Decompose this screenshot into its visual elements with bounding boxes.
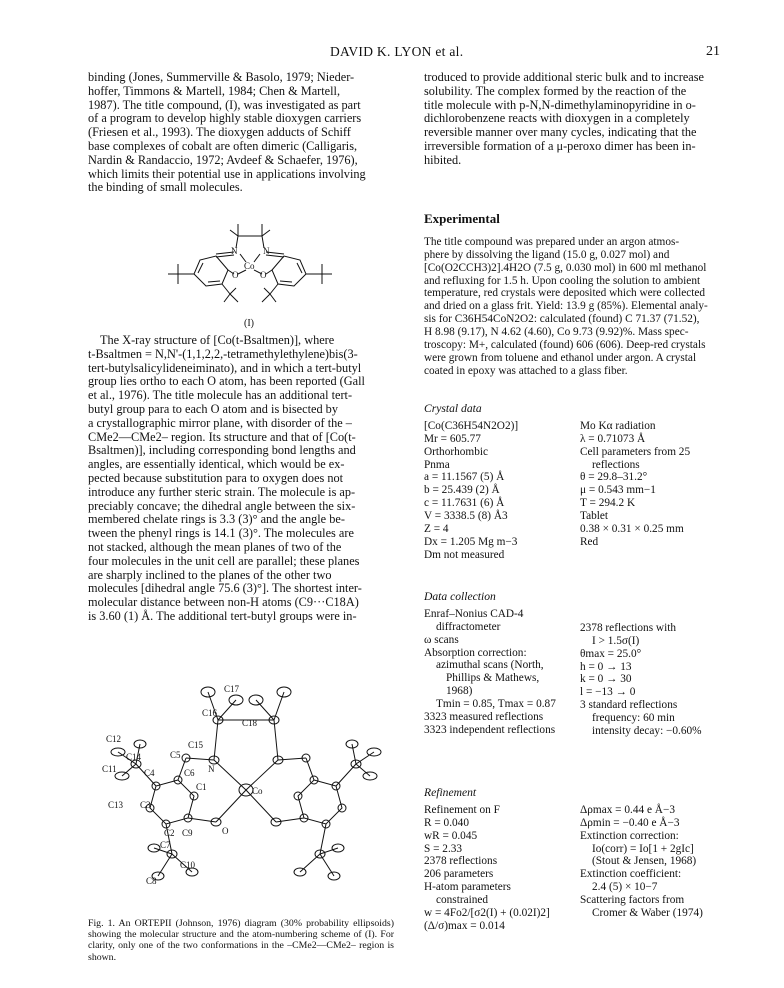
text-line: t-Bsaltmen = N,N'-(1,1,2,2,-tetramethylethylene)bis(3- (88, 346, 358, 361)
chemical-scheme (150, 218, 350, 330)
text-line: 3323 measured reflections (424, 711, 544, 724)
right-intro-paragraph (424, 71, 720, 168)
text-line: θ = 29.8–31.2° (580, 471, 648, 484)
text-line: Cell parameters from 25 (580, 445, 691, 458)
atom-label: Co (244, 261, 255, 271)
text-line: frequency: 60 min (592, 712, 675, 725)
text-line: b = 25.439 (2) Å (424, 484, 500, 497)
atom-label: C6 (184, 768, 195, 778)
text-line: tert-butylsalicylideneiminato), and in which a tert-butyl (88, 360, 362, 375)
text-line: Orthorhombic (424, 445, 489, 458)
text-line: and dried on a glass frit. Yield: 13.9 g (85%). Elemental analy- (424, 300, 708, 313)
atom-label: C17 (224, 684, 240, 694)
scheme-label: (I) (244, 318, 254, 329)
text-line: introduce any further steric strain. The molecule is ap- (88, 484, 356, 499)
text-line: butyl group para to each O atom and is bisected by (88, 401, 338, 416)
text-line: Phillips & Mathews, (446, 672, 540, 685)
atom-label: C8 (146, 876, 157, 886)
atom-label: C3 (140, 800, 151, 810)
atom-label: N (208, 764, 215, 774)
text-line: not stacked, although the mean planes of two of the (88, 539, 342, 554)
text-line: c = 11.7631 (6) Å (424, 497, 505, 510)
text-line: ω scans (424, 633, 459, 646)
text-line: μ = 0.543 mm−1 (580, 484, 656, 497)
text-line: Nardin & Randaccio, 1972; Avdeef & Schaefer, 1976), (88, 152, 358, 167)
text-line: 3323 independent reflections (424, 723, 556, 736)
text-line: T = 294.2 K (580, 497, 636, 510)
text-line: The X-ray structure of [Co(t-Bsaltmen)], where (100, 333, 335, 347)
text-line: (Δ/σ)max = 0.014 (424, 919, 505, 932)
text-line: irreversible formation of a μ-peroxo dimer has been in- (424, 138, 696, 153)
crystal-data-section (424, 402, 720, 562)
atom-label: O (222, 826, 229, 836)
text-line: coated in epoxy was attached to a glass fiber. (424, 364, 628, 377)
text-line: binding (Jones, Summerville & Basolo, 1979; Nieder- (88, 70, 355, 84)
experimental-section (424, 212, 720, 378)
text-line: troscopy: M+, calculated (found) 606 (606). Deep-red crystals (424, 339, 706, 352)
text-line: base complexes of cobalt are often dimeric (Calligaris, (88, 138, 358, 153)
atom-label: C4 (144, 768, 155, 778)
text-line: The title compound was prepared under an argon atmos- (424, 235, 680, 248)
text-line: S = 2.33 (424, 842, 463, 855)
text-line: temperature, red crystals were deposited which were collected (424, 287, 706, 300)
atom-label: C16 (202, 708, 218, 718)
text-line: Tmin = 0.85, Tmax = 0.87 (436, 698, 556, 711)
text-line: angles, are essentially identical, which would be ex- (88, 457, 345, 472)
text-line: the binding of small molecules. (88, 180, 243, 195)
text-line: preciably concave; the dihedral angle between the six- (88, 498, 356, 513)
text-line: and refluxing for 1.5 h. Upon cooling the solution to ambient (424, 274, 701, 287)
text-line: troduced to provide additional steric bulk and to increase (424, 70, 705, 84)
text-line: dichlorobenzene reacts with dioxygen in a completely (424, 111, 690, 126)
atom-label: C14 (126, 752, 142, 762)
ortep-figure (96, 640, 396, 910)
text-line: h = 0 → 13 (580, 660, 632, 673)
text-line: hoffer, Timmons & Martell, 1984; Chen & Martell, (88, 83, 341, 98)
atom-label: O (232, 270, 239, 280)
text-line: (Friesen et al., 1993). The dioxygen adducts of Schiff (88, 125, 351, 140)
text-line: 2378 reflections (424, 855, 498, 868)
text-line: Scattering factors from (580, 894, 685, 907)
text-line: intensity decay: −0.60% (592, 725, 702, 738)
text-line: λ = 0.71073 Å (580, 432, 646, 445)
text-line: Dx = 1.205 Mg m−3 (424, 535, 518, 548)
text-line: l = −13 → 0 (580, 686, 636, 699)
text-line: (Stout & Jensen, 1968) (592, 855, 697, 868)
text-line: title molecule with p-N,N-dimethylaminopyridine in o- (424, 97, 696, 112)
text-line: Enraf–Nonius CAD-4 (424, 607, 524, 620)
atom-label: C15 (188, 740, 204, 750)
atom-label: C10 (180, 860, 196, 870)
atom-label: C12 (106, 734, 122, 744)
text-line: sis for C36H54CoN2O2: calculated (found) C 71.37 (71.52), (424, 313, 700, 326)
text-line: 1987). The title compound, (I), was investigated as part (88, 97, 361, 112)
text-line: membered chelate rings is 3.3 (3)° and the angle be- (88, 512, 345, 527)
text-line: w = 4Fo2/[σ2(I) + (0.02I)2] (424, 907, 550, 920)
text-line: Z = 4 (424, 523, 449, 536)
text-line: of a program to develop highly stable dioxygen carriers (88, 111, 362, 126)
atom-label: C1 (196, 782, 207, 792)
refinement-section (424, 786, 720, 933)
text-line: molecules [dihedral angle 75.6 (3)°]. The shortest inter- (88, 581, 362, 596)
left-intro-paragraph (88, 71, 396, 195)
text-line: Mo Kα radiation (580, 419, 656, 432)
atom-label: C7 (160, 840, 171, 850)
text-line: reflections (592, 458, 640, 471)
text-line: R = 0.040 (424, 816, 469, 829)
text-line: Absorption correction: (424, 646, 527, 659)
atom-label: C9 (182, 828, 193, 838)
text-line: 2.4 (5) × 10−7 (592, 881, 658, 894)
atom-label: N (231, 246, 238, 256)
text-line: 0.38 × 0.31 × 0.25 mm (580, 523, 684, 536)
text-line: a crystallographic mirror plane, with disorder of the – (88, 415, 352, 430)
text-line: θmax = 25.0° (580, 647, 642, 660)
text-line: [Co(C36H54N2O2)] (424, 419, 519, 432)
text-line: k = 0 → 30 (580, 673, 632, 686)
text-line: CMe2—CMe2– region. Its structure and that of [Co(t- (88, 429, 356, 444)
atom-label: N (263, 246, 270, 256)
text-line: a = 11.1567 (5) Å (424, 471, 505, 484)
text-line: V = 3338.5 (8) Å3 (424, 510, 508, 523)
running-head: DAVID K. LYON et al. (330, 44, 464, 59)
text-line: were grown from toluene and ethanol under argon. A crystal (424, 351, 697, 364)
text-line: which limits their potential use in applications involving (88, 166, 366, 181)
text-line: diffractometer (436, 620, 501, 633)
section-title: Crystal data (424, 402, 482, 415)
atom-label: C13 (108, 800, 124, 810)
text-line: [Co(O2CCH3)2].4H2O (7.5 g, 0.030 mol) in 600 ml methanol (424, 261, 707, 274)
text-line: molecular distance between non-H atoms (C9···C18A) (88, 595, 359, 610)
text-line: Refinement on F (424, 803, 500, 816)
atom-label: Co (252, 786, 263, 796)
text-line: hibited. (424, 152, 462, 167)
text-line: tween the phenyl rings is 14.1 (3)°. The molecules are (88, 526, 354, 541)
section-title: Data collection (424, 590, 496, 603)
text-line: Tablet (580, 510, 609, 523)
text-line: 3 standard reflections (580, 699, 678, 712)
section-title: Experimental (424, 211, 500, 226)
text-line: Bsaltmen)], including corresponding bond lengths and (88, 443, 356, 458)
text-line: Io(corr) = Io[1 + 2gIc] (592, 842, 694, 855)
text-line: is 3.60 (1) Å. The additional tert-butyl groups were in- (88, 608, 357, 623)
text-line: Δρmax = 0.44 e Å−3 (580, 803, 675, 816)
text-line: wR = 0.045 (424, 829, 478, 842)
text-line: Red (580, 535, 599, 548)
text-line: Cromer & Waber (1974) (592, 907, 703, 920)
page-number: 21 (706, 44, 720, 59)
section-title: Refinement (424, 786, 477, 799)
atom-label: C18 (242, 718, 258, 728)
text-line: et al., 1976). The title molecule has an additional tert- (88, 388, 353, 403)
data-collection-section (424, 590, 720, 738)
text-line: Mr = 605.77 (424, 432, 481, 445)
text-line: 2378 reflections with (580, 621, 677, 634)
figure-caption: Fig. 1. An ORTEPII (Johnson, 1976) diagram (30% probability ellipsoids) showing the molecular structure and the atom-numbering scheme of (I). For clarity, only one of the two conformations in the –CMe2—CMe2– region is shown. (88, 918, 394, 963)
text-line: constrained (436, 894, 489, 907)
text-line: I > 1.5σ(I) (592, 634, 640, 647)
text-line: reversible manner over many cycles, indicating that the (424, 125, 697, 140)
text-line: four molecules in the unit cell are parallel; these planes (88, 553, 360, 568)
page-header (0, 44, 784, 64)
text-line: 1968) (446, 685, 473, 698)
text-line: H-atom parameters (424, 881, 511, 894)
text-line: Extinction correction: (580, 829, 679, 842)
text-line: Δρmin = −0.40 e Å−3 (580, 816, 680, 829)
text-line: Pnma (424, 458, 450, 471)
atom-label: C2 (164, 828, 175, 838)
text-line: 206 parameters (424, 868, 494, 881)
text-line: H 8.98 (9.17), N 4.62 (4.60), Co 9.73 (9.92)%. Mass spec- (424, 326, 689, 339)
text-line: pected because substitution para to oxygen does not (88, 470, 344, 485)
text-line: are sharply inclined to the planes of the other two (88, 567, 332, 582)
text-line: group lies ortho to each O atom, has been reported (Gall (88, 374, 365, 389)
atom-label: O (260, 270, 267, 280)
text-line: Dm not measured (424, 548, 505, 561)
left-body-paragraph (88, 334, 396, 624)
text-line: azimuthal scans (North, (436, 659, 544, 672)
atom-label: C11 (102, 764, 117, 774)
text-line: solubility. The complex formed by the reaction of the (424, 83, 687, 98)
atom-label: C5 (170, 750, 181, 760)
text-line: phere by dissolving the ligand (15.0 g, 0.027 mol) and (424, 248, 670, 261)
text-line: Extinction coefficient: (580, 868, 682, 881)
